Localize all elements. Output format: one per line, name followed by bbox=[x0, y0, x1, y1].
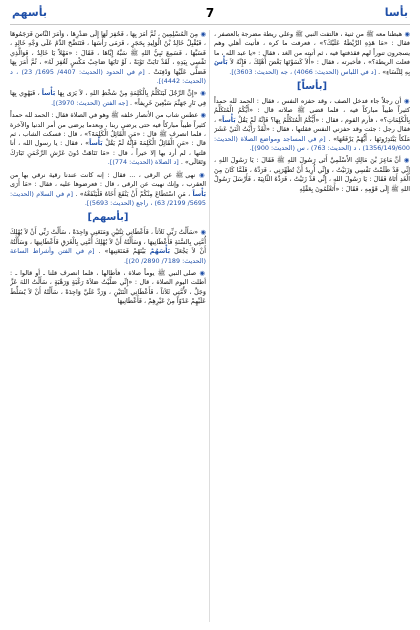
entry-bullet-icon: ◉ bbox=[400, 156, 410, 165]
entry-text-continued: ، مَنِ اسْتَطَاعَ مِنْكُمْ أَنْ يَنْفَعَ أَخَاهُ فَلْيَنْفَعْهُ» . bbox=[75, 189, 193, 198]
entry-keyword: بَأْساً bbox=[41, 89, 56, 98]
entry-keyword: بَأْسَهُمْ bbox=[149, 247, 171, 256]
entry-keyword: بَأْساً bbox=[192, 189, 206, 198]
entry-source: [م في الفتن وأشراط الساعة (الحديث: 7189/ 2890/ 20)]. bbox=[10, 247, 206, 265]
entry-bullet-icon: ◉ bbox=[198, 30, 206, 38]
left-column-entries-b bbox=[10, 228, 206, 306]
entry-bullet-icon: ◉ bbox=[197, 89, 206, 98]
entry-text-continued: بَيْنَهُمْ فَمَنَعَنِيهَا» . bbox=[98, 247, 150, 256]
entry-text: هبطنا معه ﷺ من ثنية ، فالتفت النبي ﷺ وعلي ريطة مضرجة بالعصفر ، فقال : «مَا هَذِهِ الرَّيْطَةُ عَلَيْكَ؟» ، فعرفت ما كره ، فأتيت أهلي وهم يسجرون تنوراً لهم فقذفتها فيه ، ثم أتيته من الغد ، فقال : «يا عبد الله ، ما فعلت الريطة؟» ، فأخبرته ، فقال : «أَلاَ كَسَوْتَهَا بَعْضَ أَهْلِكَ ، فَإِنَّهُ لاَ bbox=[214, 30, 410, 67]
entry-text: «سَأَلْتُ رَبِّي ثَلاَثاً ، فَأَعْطَانِي ثِنْتَيْنِ وَمَنَعَنِي وَاحِدَةً ، سَأَلْتُ رَبِّي أَنْ لاَ يُهْلِكَ أُمَّتِي بِالسَّنَةِ فَأَعْطَانِيهَا ، وَسَأَلْتُهُ أَنْ لاَ يُهْلِكَ أُمَّتِي بِالْغَرَقِ فَأَعْطَانِيهَا ، وَسَأَلْتُهُ أَنْ لاَ يَجْعَلَ bbox=[10, 228, 206, 256]
page-header bbox=[10, 4, 410, 25]
entry-bullet-icon: ◉ bbox=[402, 30, 410, 38]
entry-keyword: بَأْساً bbox=[89, 139, 103, 148]
entry-source: [م في الحدود (الحديث: 4407/ 1695/ 23) ، د (الحديث: 4442)]. bbox=[10, 67, 206, 86]
entry-bullet-icon: ◉ bbox=[196, 268, 206, 277]
entry-source: [م في المساجد ومواضع الصلاة (الحديث: 1356/149/600) ، د (الحديث: 763) ، س (الحديث: 900)]. bbox=[214, 134, 410, 153]
entry-bullet-icon: ◉ bbox=[198, 111, 206, 120]
column-divider bbox=[209, 30, 210, 622]
hadith-entry bbox=[10, 269, 206, 307]
hadith-entry bbox=[10, 111, 206, 167]
entry-source: [م في السلام (الحديث: 5695/ 2199/ 63) ، راجع (الحديث: 5693)]. bbox=[10, 189, 206, 207]
entry-bullet-icon: ◉ bbox=[198, 228, 206, 237]
entry-text: عطس شاب من الأنصار خلفه ﷺ وهو في الصلاة فقال : الحمد لله حمداً كثيراً طيباً مباركاً فيه حتى يرضى ربنا ، وبعدما يرضى من أمر الدنيا والآخرة ، فلما انصرف ﷺ قال : «مَنِ الْقَائِلُ الْكَلِمَةَ؟» ، قال : فسكت الشاب ، ثم قال : «مَنِ الْقَائِلُ الْكَلِمَةَ فَإِنَّهُ لَمْ يَقُلْ bbox=[10, 111, 206, 148]
entry-source: [د في اللباس (الحديث: 4066) ، جه (الحديث: 3603)]. bbox=[229, 67, 377, 76]
header-right-title: بأسا bbox=[384, 6, 408, 19]
entry-bullet-icon: ◉ bbox=[195, 170, 206, 179]
entry-text: صلى النبي ﷺ يوماً صلاة ، فأطالها ، فلما انصرف قلنا ـ أو قالوا ـ : أطلت اليوم الصلاة ، قال : «إِنِّي صَلَّيْتُ صَلاَةَ رَغْبَةٍ وَرَهْبَةٍ ، سَأَلْتُ اللهَ عَزَّ وَجَلَّ ، لأُمَّتِي ثَلاَثاً ، فَأَعْطَانِي اثْنَتَيْنِ ، وَرَدَّ عَلَيَّ وَاحِدَةً ، سَأَلْتُهُ أَنْ لاَ يُسَلِّطَ عَلَيْهِمْ عَدُوّاً مِنْ غَيْرِهِمْ ، فَأَعْطَانِيهَا bbox=[10, 268, 206, 306]
entry-source: [د الصلاة (الحديث: 774)]. bbox=[107, 158, 179, 167]
entry-text: أن رجلاً جاء فدخل الصف ، وقد حفزه النفس ، فقال : الحمد لله حمداً كثيراً طيباً مباركاً فيه ، فلما قضى ﷺ صلاته قال : «أَيُّكُمُ الْمُتَكَلِّمُ بِالْكَلِمَاتِ؟» ، فأرم القوم ، فقال : «أَيُّكُمُ الْمُتَكَلِّمُ بِهَا؟ فَإِنَّهُ لَمْ يَقُلْ bbox=[214, 97, 410, 124]
hadith-entry bbox=[214, 156, 410, 194]
entry-text-continued: » ، فقال رجل : جئت وقد حفزني النفس فقلتها ، فقال : «لَقَدْ رَأَيْتُ اثْنَيْ عَشَرَ مَلَكاً يَبْتَدِرُونَهَا ، أَيُّهُمْ يَرْفَعُهَا» . bbox=[214, 115, 410, 143]
entry-text-continued: بِهِ لِلنِّسَاءِ» . bbox=[378, 67, 410, 76]
page-number: 7 bbox=[205, 6, 215, 20]
entry-text: مِنَ الْمُسْلِمِينَ ، ثُمَّ أَمَرَ بِهَا ، فَحُفِرَ لَهَا إِلَى صَدْرِهَا ، وَأَمَرَ النَّاسَ فَرَجَمُوهَا ، فَيُقْبِلُ خَالِدُ بْنُ الْوَلِيدِ بِحَجَرٍ ، فَرَمَى رَأْسَهَا ، فَتَنَضَّحَ الدَّمُ عَلَى وَجْهِ خَالِدٍ ، فَسَبَّهَا ، فَسَمِعَ نَبِيُّ اللهِ ﷺ سَبَّهُ إِيَّاهَا ، فَقَالَ : «مَهْلاً يَا خَالِدُ ، فَوَالَّذِي نَفْسِي بِيَدِهِ ، لَقَدْ تَابَتْ تَوْبَةً ، لَوْ تَابَهَا صَاحِبُ مَكْسٍ لَغُفِرَ لَهُ» ، ثُمَّ أَمَرَ بِهَا فَصَلَّى عَلَيْهَا وَدُفِنَتْ . bbox=[10, 30, 206, 76]
entry-source: [جه الفتن (الحديث: 3970)]. bbox=[51, 98, 128, 107]
hadith-entry bbox=[10, 228, 206, 266]
right-column-entries-a bbox=[214, 30, 410, 77]
section-title-basan: [بأساً] bbox=[296, 81, 328, 93]
entry-keyword: بَأْساً bbox=[222, 115, 236, 124]
entry-text: نهى ﷺ عن الرقى ، ... فقال : إنه كانت عندنا رقية نرقي بها من العقرب ، وإنك نهيت عن الرقى ، قال : فعرضوها عليه ، فقال : «مَا أَرَى bbox=[10, 170, 206, 189]
hadith-entry bbox=[10, 30, 206, 86]
entry-bullet-icon: ◉ bbox=[401, 97, 410, 106]
entry-keyword: بَأْسَ bbox=[214, 58, 228, 67]
hadith-entry bbox=[214, 30, 410, 77]
entry-text: أنَّ مَاعِزَ بْنَ مَالِكٍ الأَسْلَمِيَّ أَتَى رَسُولَ اللهِ ﷺ فَقَالَ : يَا رَسُولَ اللهِ ، إِنِّي قَدْ ظَلَمْتُ نَفْسِي وَزَنَيْتُ ، وَإِنِّي أُرِيدُ أَنْ تُطَهِّرَنِي ، فَرَدَّهُ ، فَلَمَّا كَانَ مِنَ الْغَدِ أَتَاهُ فَقَالَ : يَا رَسُولَ اللهِ ، إِنِّي قَدْ زَنَيْتُ ، فَرَدَّهُ الثَّانِيَةَ ، فَأَرْسَلَ رَسُولُ اللهِ ﷺ إِلَى قَوْمِهِ ، فَقَالَ : «أَتَعْلَمُونَ بِعَقْلِهِ bbox=[214, 156, 410, 193]
left-column-entries-a bbox=[10, 30, 206, 208]
section-title-basuhum: [بأسهم] bbox=[87, 212, 129, 224]
entry-text-continued: ، فَيَهْوِي بِهَا فِي نَارِ جَهَنَّمَ سَبْعِينَ خَرِيفاً» . bbox=[10, 89, 206, 107]
right-column-entries-b bbox=[214, 97, 410, 194]
hadith-entry bbox=[10, 171, 206, 209]
hadith-entry bbox=[10, 89, 206, 108]
left-column bbox=[10, 30, 206, 624]
header-left-title: بأسهم bbox=[12, 6, 47, 19]
entry-text: «إِنَّ الرَّجُلَ لَيَتَكَلَّمُ بِالْكَلِمَةِ مِنْ سُخْطِ اللهِ ، لاَ يَرَى بِهَا bbox=[55, 89, 198, 98]
hadith-entry bbox=[214, 97, 410, 153]
right-column bbox=[214, 30, 410, 624]
entry-text-continued: » ، فقال : يا رسول الله ، أنا قلتها ، لم أرد بها إلا خيراً ، قال : «مَا تَنَاهَتْ دُونَ عَرْشِ الرَّحْمَنِ تَبَارَكَ وَتَعَالَى» . bbox=[10, 139, 206, 167]
